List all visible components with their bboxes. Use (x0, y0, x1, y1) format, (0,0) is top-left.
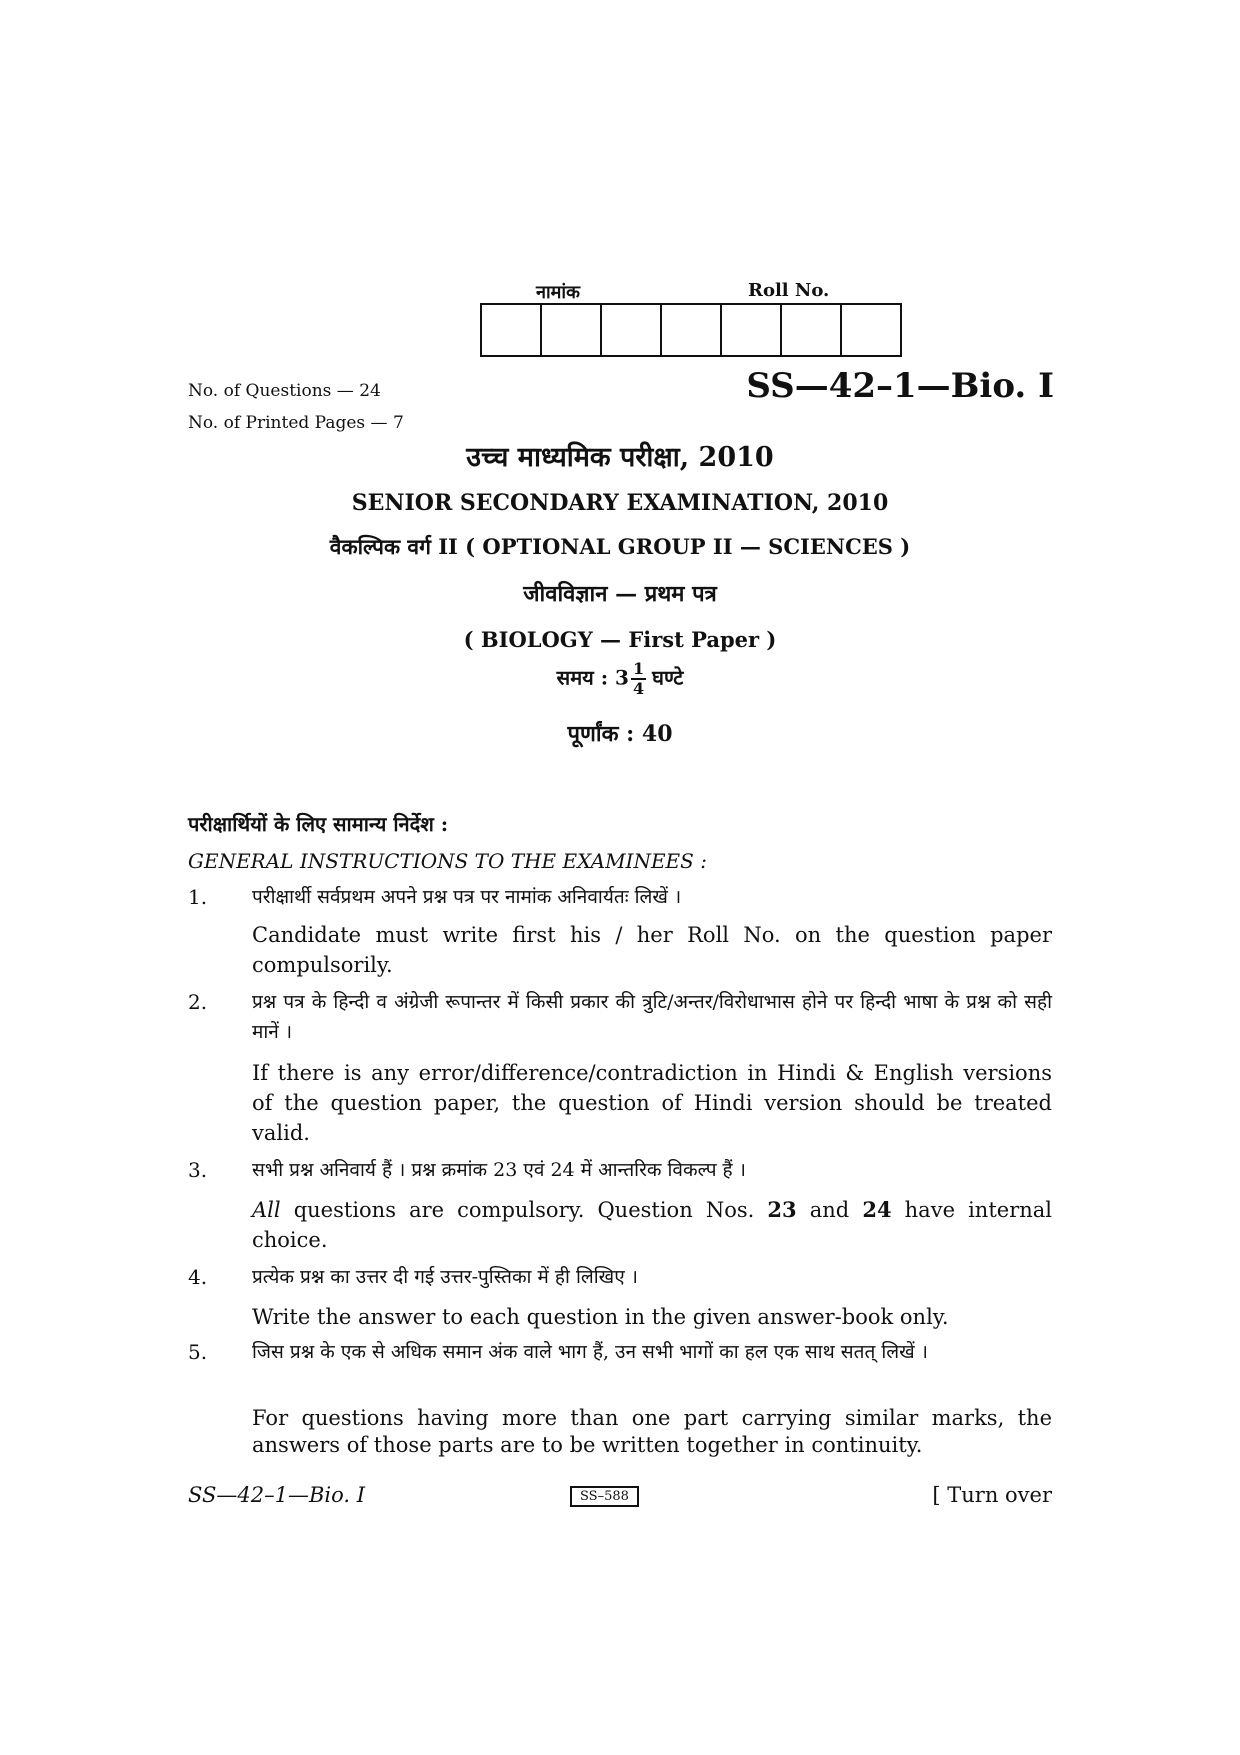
fraction-numerator: 1 (632, 659, 645, 678)
time-label: समय : 3 (556, 665, 629, 690)
fraction-denominator: 4 (632, 679, 645, 698)
instruction-english (252, 1195, 1052, 1255)
roll-box[interactable] (722, 305, 782, 355)
instruction-hindi: जिस प्रश्न के एक से अधिक समान अंक वाले भाग हैं, उन सभी भागों का हल एक साथ सतत् लिखें । (252, 1341, 928, 1363)
instructions-heading-english: GENERAL INSTRUCTIONS TO THE EXAMINEES : (188, 849, 707, 873)
question-number: 24 (862, 1197, 892, 1222)
questions-count: No. of Questions — 24 (188, 381, 381, 401)
instructions-heading-hindi: परीक्षार्थियों के लिए सामान्य निर्देश : (188, 812, 449, 836)
instruction-hindi: सभी प्रश्न अनिवार्य हैं । प्रश्न क्रमांक 23 एवं 24 में आन्तरिक विकल्प हैं । (252, 1159, 746, 1181)
roll-box[interactable] (782, 305, 842, 355)
instruction-text: have internal choice. (252, 1198, 1052, 1252)
instruction-english: If there is any error/difference/contradiction in Hindi & English versions of the question paper, the question of Hindi version should be treated valid. (252, 1061, 1052, 1145)
time-allowed (0, 660, 1240, 698)
roll-label-hindi: नामांक (536, 282, 580, 303)
instruction-hindi: प्रश्न पत्र के हिन्दी व अंग्रेजी रूपान्तर में किसी प्रकार की त्रुटि/अन्तर/विरोधाभास होने पर हिन्दी भाषा के प्रश्न को सही मानें । (252, 991, 1052, 1043)
instruction-english: Candidate must write first his / her Roll No. on the question paper compulsorily. (252, 923, 1052, 977)
footer-paper-code: SS—42–1—Bio. I (188, 1483, 366, 1507)
instruction-english: Write the answer to each question in the given answer-book only. (252, 1305, 949, 1329)
exam-title-english: SENIOR SECONDARY EXAMINATION, 2010 (351, 490, 889, 516)
instruction-number: 2. (188, 990, 208, 1014)
roll-box[interactable] (842, 305, 900, 355)
time-unit: घण्टे (652, 665, 684, 690)
group-title-english: ( OPTIONAL GROUP II — SCIENCES ) (465, 534, 911, 559)
instruction-english: For questions having more than one part carrying similar marks, the answers of those parts are to be written together in continuity. (252, 1406, 1052, 1457)
roll-box[interactable] (602, 305, 662, 355)
instruction-hindi: परीक्षार्थी सर्वप्रथम अपने प्रश्न पत्र पर नामांक अनिवार्यतः लिखें । (252, 886, 682, 908)
roll-box[interactable] (542, 305, 602, 355)
instruction-number: 4. (188, 1265, 208, 1289)
group-title (0, 533, 1240, 561)
paper-code: SS—42–1—Bio. I (746, 366, 1054, 406)
question-number: 23 (767, 1197, 797, 1222)
instruction-text: questions are compulsory. Question Nos. (280, 1198, 768, 1222)
printed-pages: No. of Printed Pages — 7 (188, 413, 404, 433)
max-marks: पूर्णांक : 40 (567, 721, 673, 747)
roll-box[interactable] (482, 305, 542, 355)
roll-label-english: Roll No. (748, 280, 830, 301)
instruction-text: and (796, 1198, 863, 1222)
subject-title-english: ( BIOLOGY — First Paper ) (463, 627, 777, 652)
exam-title-hindi: उच्च माध्यमिक परीक्षा, 2010 (466, 442, 774, 473)
roll-box[interactable] (662, 305, 722, 355)
instruction-number: 3. (188, 1158, 208, 1182)
footer-serial-code: SS–588 (570, 1486, 639, 1507)
turn-over-note: [ Turn over (932, 1483, 1052, 1507)
group-title-hindi: वैकल्पिक वर्ग II (329, 534, 458, 559)
roll-number-boxes[interactable] (480, 303, 902, 357)
instruction-hindi: प्रत्येक प्रश्न का उत्तर दी गई उत्तर-पुस्तिका में ही लिखिए । (252, 1266, 638, 1288)
all-word: All (252, 1198, 281, 1222)
instruction-number: 1. (188, 885, 208, 909)
instruction-number: 5. (188, 1340, 208, 1364)
time-fraction (631, 660, 646, 698)
subject-title-hindi: जीवविज्ञान — प्रथम पत्र (523, 581, 717, 607)
